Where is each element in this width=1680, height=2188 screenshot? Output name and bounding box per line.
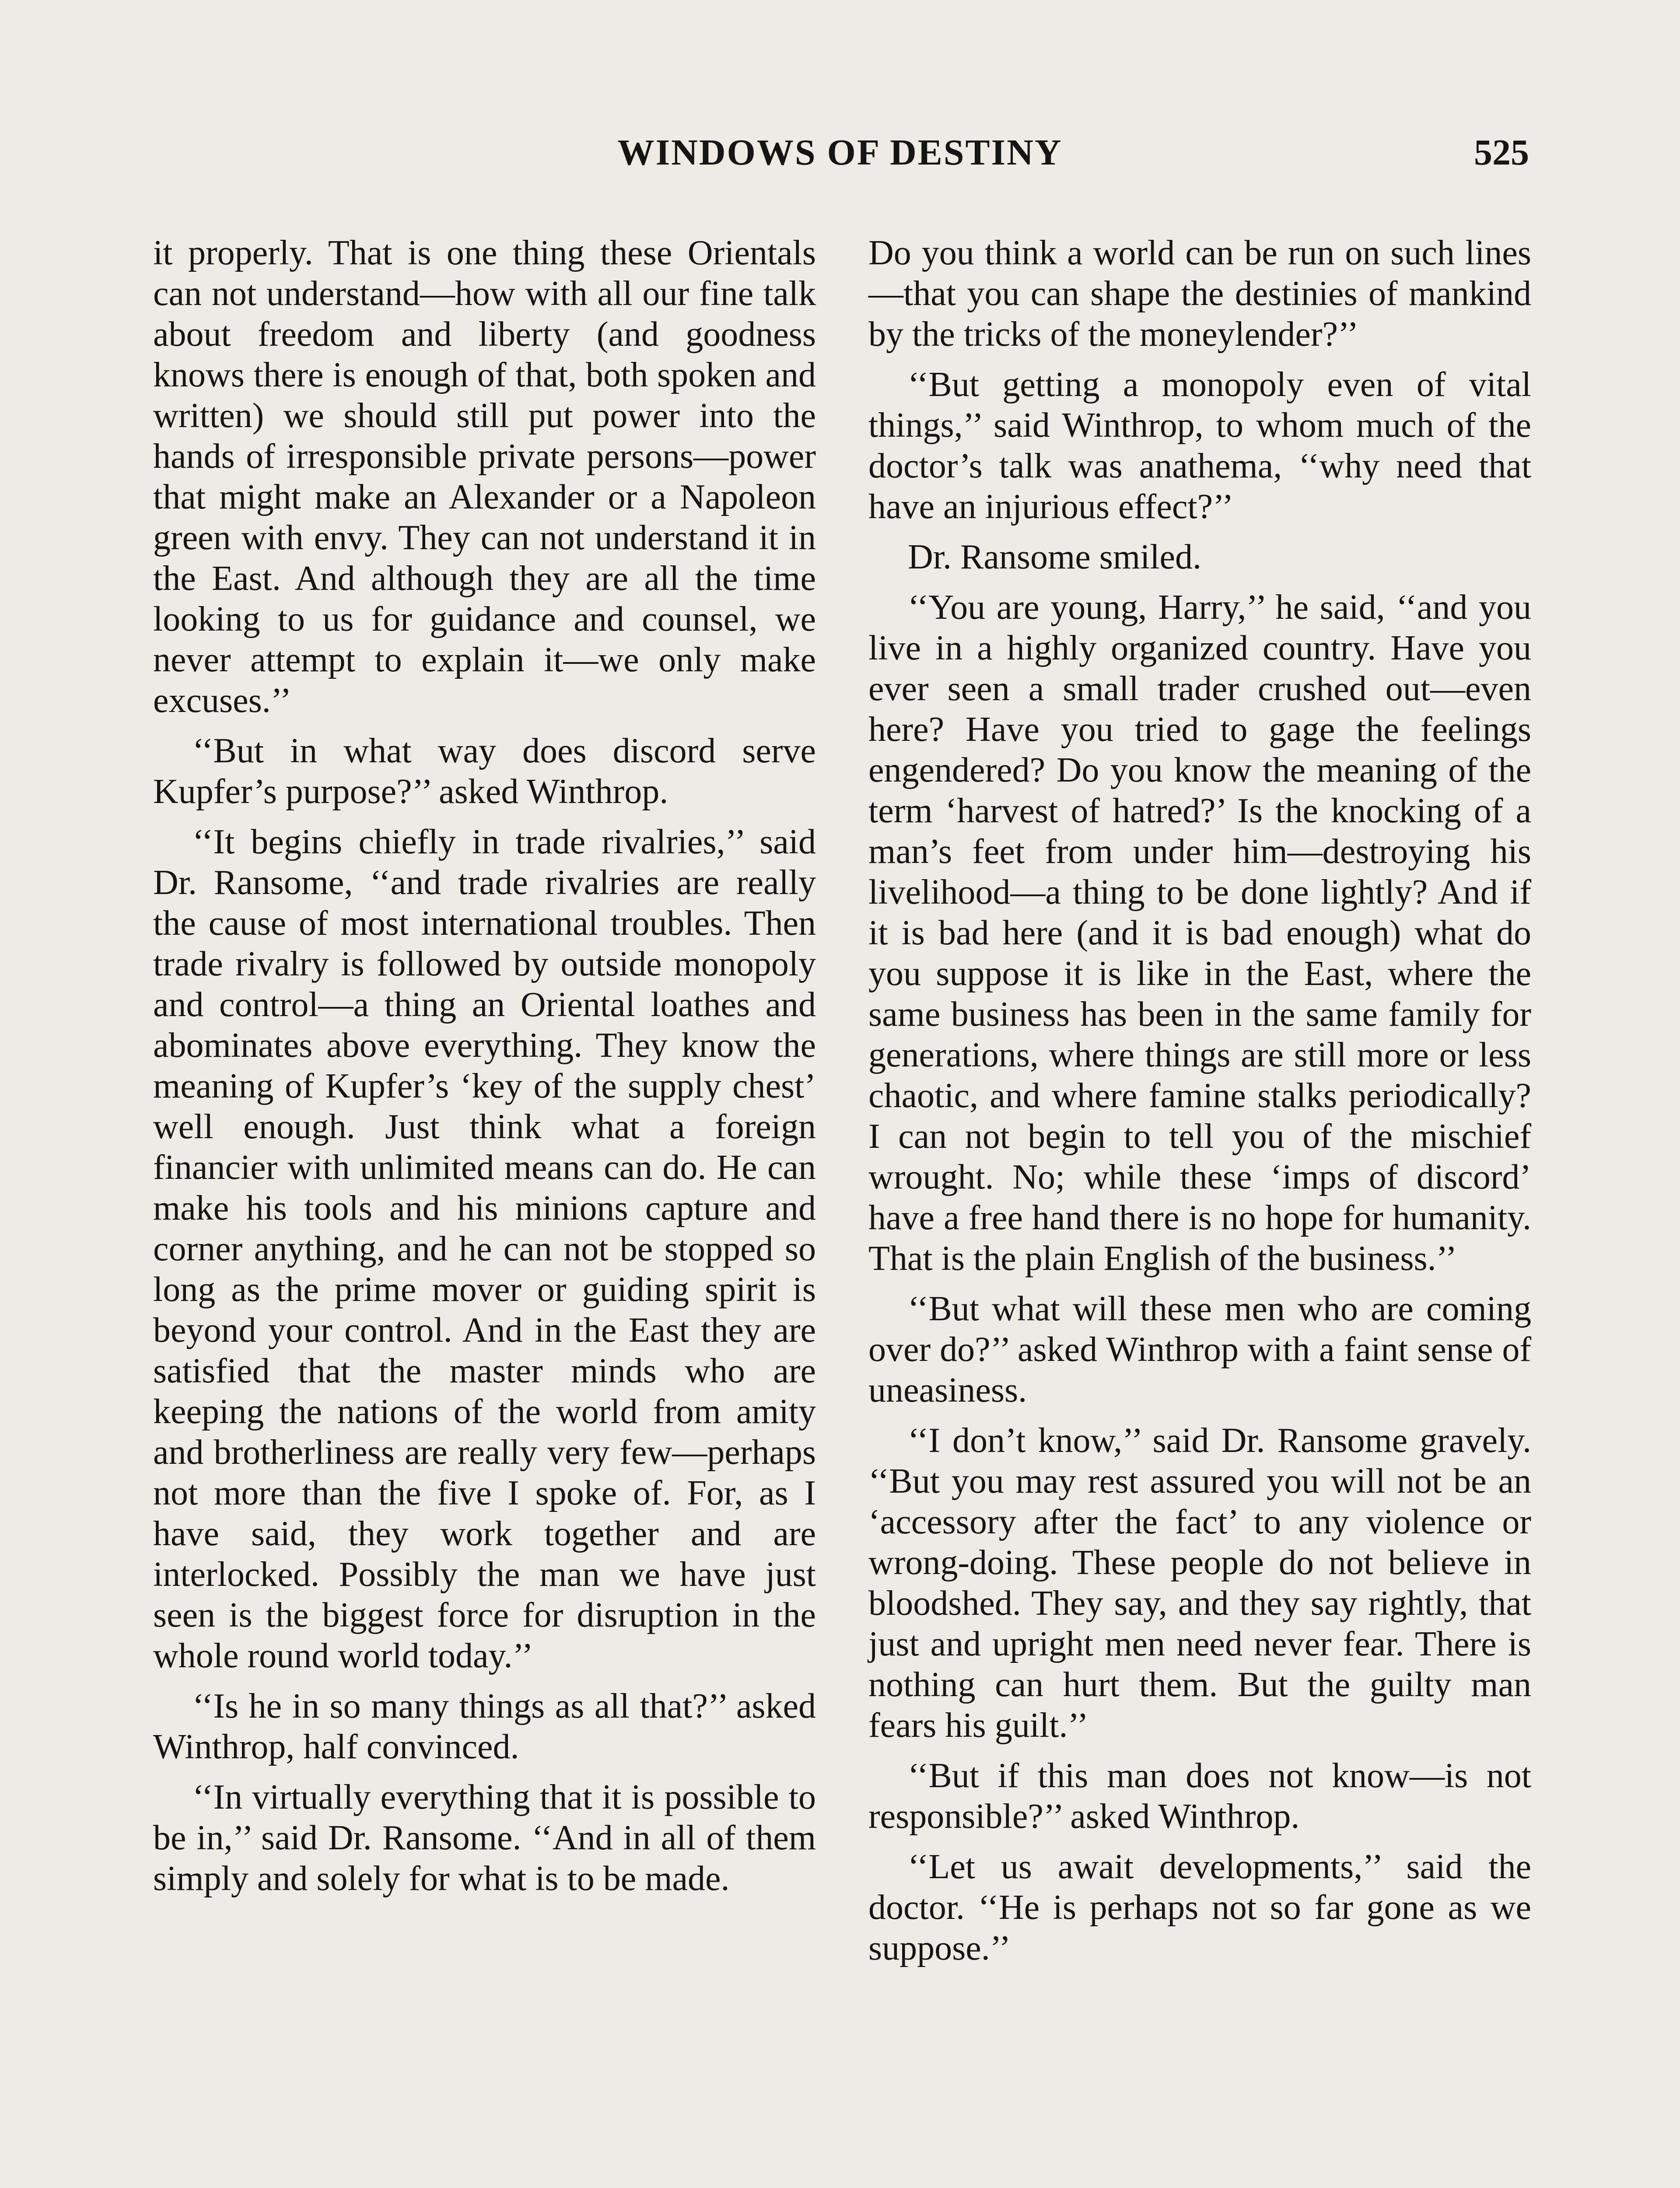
left-column — [153, 233, 816, 1909]
paragraph: ‘‘It begins chiefly in trade rivalries,’’ said Dr. Ransome, ‘‘and trade rivalries are really the cause of most international troubles. Then trade rivalry is followed by outside monopoly and control—a thing an Oriental loathes and abominates above everything. They know the meaning of Kupfer’s ‘key of the supply chest’ well enough. Just think what a foreign financier with unlimited means can do. He can make his tools and his minions capture and corner anything, and he can not be stopped so long as the prime mover or guiding spirit is beyond your control. And in the East they are satisfied that the master minds who are keeping the nations of the world from amity and brotherliness are really very few—perhaps not more than the five I spoke of. For, as I have said, they work together and are interlocked. Possibly the man we have just seen is the biggest force for disruption in the whole round world today.’’ — [153, 823, 816, 1675]
running-title: WINDOWS OF DESTINY — [617, 132, 1063, 173]
paragraph: ‘‘But in what way does discord serve Kupfer’s purpose?’’ asked Winthrop. — [153, 732, 816, 811]
paragraph: it properly. That is one thing these Orientals can not understand—how with all our fine talk about freedom and liberty (and goodness knows there is enough of that, both spoken and written) we should still put power into the hands of irresponsible private persons—power that might make an Alexander or a Napoleon green with envy. They can not understand it in the East. And although they are all the time looking to us for guidance and counsel, we never attempt to explain it—we only make excuses.’’ — [153, 234, 816, 720]
paragraph: ‘‘I don’t know,’’ said Dr. Ransome gravely. ‘‘But you may rest assured you will not be an ‘accessory after the fact’ to any violence or wrong-doing. These people do not believe in bloodshed. They say, and they say rightly, that just and upright men need never fear. There is nothing can hurt them. But the guilty man fears his guilt.’’ — [868, 1421, 1531, 1745]
right-column — [868, 233, 1531, 1978]
paragraph: ‘‘But what will these men who are coming over do?’’ asked Winthrop with a faint sense of uneasiness. — [868, 1290, 1531, 1410]
paragraph: ‘‘But if this man does not know—is not responsible?’’ asked Winthrop. — [868, 1757, 1531, 1836]
paragraph: ‘‘But getting a monopoly even of vital things,’’ said Winthrop, to whom much of the doctor’s talk was anathema, ‘‘why need that have an injurious effect?’’ — [868, 365, 1531, 526]
page-header — [151, 131, 1529, 184]
paragraph: Dr. Ransome smiled. — [908, 538, 1202, 576]
paragraph: ‘‘Let us await developments,’’ said the doctor. ‘‘He is perhaps not so far gone as we suppose.’’ — [868, 1848, 1531, 1967]
page-number: 525 — [1474, 132, 1529, 173]
paragraph: ‘‘In virtually everything that it is possible to be in,’’ said Dr. Ransome. ‘‘And in all of them simply and solely for what is to be made. — [153, 1778, 816, 1898]
paragraph: ‘‘Is he in so many things as all that?’’ asked Winthrop, half convinced. — [153, 1687, 816, 1766]
paragraph: Do you think a world can be run on such lines—that you can shape the destinies of mankind by the tricks of the moneylender?’’ — [868, 234, 1531, 354]
paragraph: ‘‘You are young, Harry,’’ he said, ‘‘and you live in a highly organized country. Have you ever seen a small trader crushed out—even here? Have you tried to gage the feelings engendered? Do you know the meaning of the term ‘harvest of hatred?’ Is the knocking of a man’s feet from under him—destroying his livelihood—a thing to be done lightly? And if it is bad here (and it is bad enough) what do you suppose it is like in the East, where the same business has been in the same family for generations, where things are still more or less chaotic, and where famine stalks periodically? I can not begin to tell you of the mischief wrought. No; while these ‘imps of discord’ have a free hand there is no hope for humanity. That is the plain English of the business.’’ — [868, 588, 1531, 1278]
